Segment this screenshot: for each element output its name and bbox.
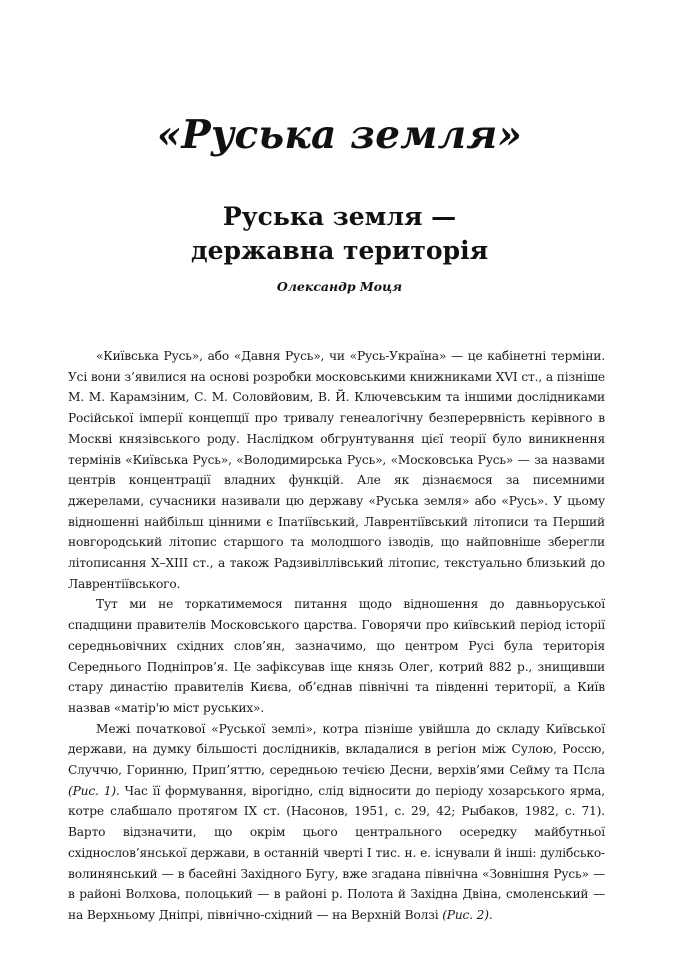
figure-reference-1: (Рис. 1): [68, 783, 116, 798]
paragraph-3-text-b: . Час її формування, вірогідно, слід відносити до періоду хозарського ярма, котре слабшало протягом IX ст. (Насонов, 1951, с. 29, 42; Рыбаков, 1982, с. 71). Варто відзначити, що окрім цього центрального осередку майбутньої східнослов’янської держави, в останній чверті I тис. н. е. існували й інші: дулібсько-волинянський — в басейні Західного Бугу, вже згадана північна «Зовнішня Русь» — в районі Волхова, полоцький — в районі р. Полота й Західна Двіна, смоленський — на Верхньому Дніпрі, північно-східний — на Верхній Волзі: [68, 783, 606, 922]
paragraph-3-text-c: .: [488, 907, 493, 922]
article-body: [68, 346, 605, 926]
article-title-line-1: Руська земля —: [222, 202, 457, 231]
article-title-line-2: державна територія: [190, 236, 489, 265]
paragraph-3: [68, 719, 605, 926]
section-title: «Руська земля»: [156, 112, 523, 158]
paragraph-1: «Київська Русь», або «Давня Русь», чи «Русь-Україна» — це кабінетні терміни. Усі вони з’явилися на основі розробки московськими книжниками XVI ст., а пізніше М. М. Карамзіним, С. М. Соловйовим, В. Й. Ключевським та іншими дослідниками Російської імперії концепції про тривалу генеалогічну безперервність керівного в Москві князівського роду. Наслідком обгрунтування цієї теорії було виникнення термінів «Київська Русь», «Володимирська Русь», «Московська Русь» — за назвами центрів концентрації владних функцій. Але як дізнаємося за писемними джерелами, сучасники називали цю державу «Руська земля» або «Русь». У цьому відношенні найбільш цінними є Іпатіївський, Лаврентіївський літописи та Перший новгородський літопис старшого та молодшого ізводів, що найповніше зберегли літописання X–XIII ст., а також Радзивіллівський літопис, текстуально близький до Лаврентіївського.: [68, 349, 605, 591]
paragraph-3-text-a: Межі початкової «Руської землі», котра пізніше увійшла до складу Київської держави, на думку більшості дослідників, вкладалися в регіон між Сулою, Россю, Случчю, Горинню, Прип’яттю, середньою течією Десни, верхів’ями Сейму та Псла: [68, 721, 605, 778]
article-title: [0, 200, 679, 268]
figure-reference-2: (Рис. 2): [442, 907, 489, 922]
author-name: Олександр Моця: [276, 279, 403, 294]
paragraph-2: Тут ми не торкатимемося питання щодо відношення до давньоруської спадщини правителів Московського царства. Говорячи про київський період історії середньовічних східних слов’ян, зазначимо, що центром Русі була територія Середнього Подніпров’я. Це зафіксував іще князь Олег, котрий 882 р., знищивши стару династію правителів Києва, об’єднав північні та південні території, а Київ назвав «матір'ю міст руських».: [68, 597, 605, 715]
